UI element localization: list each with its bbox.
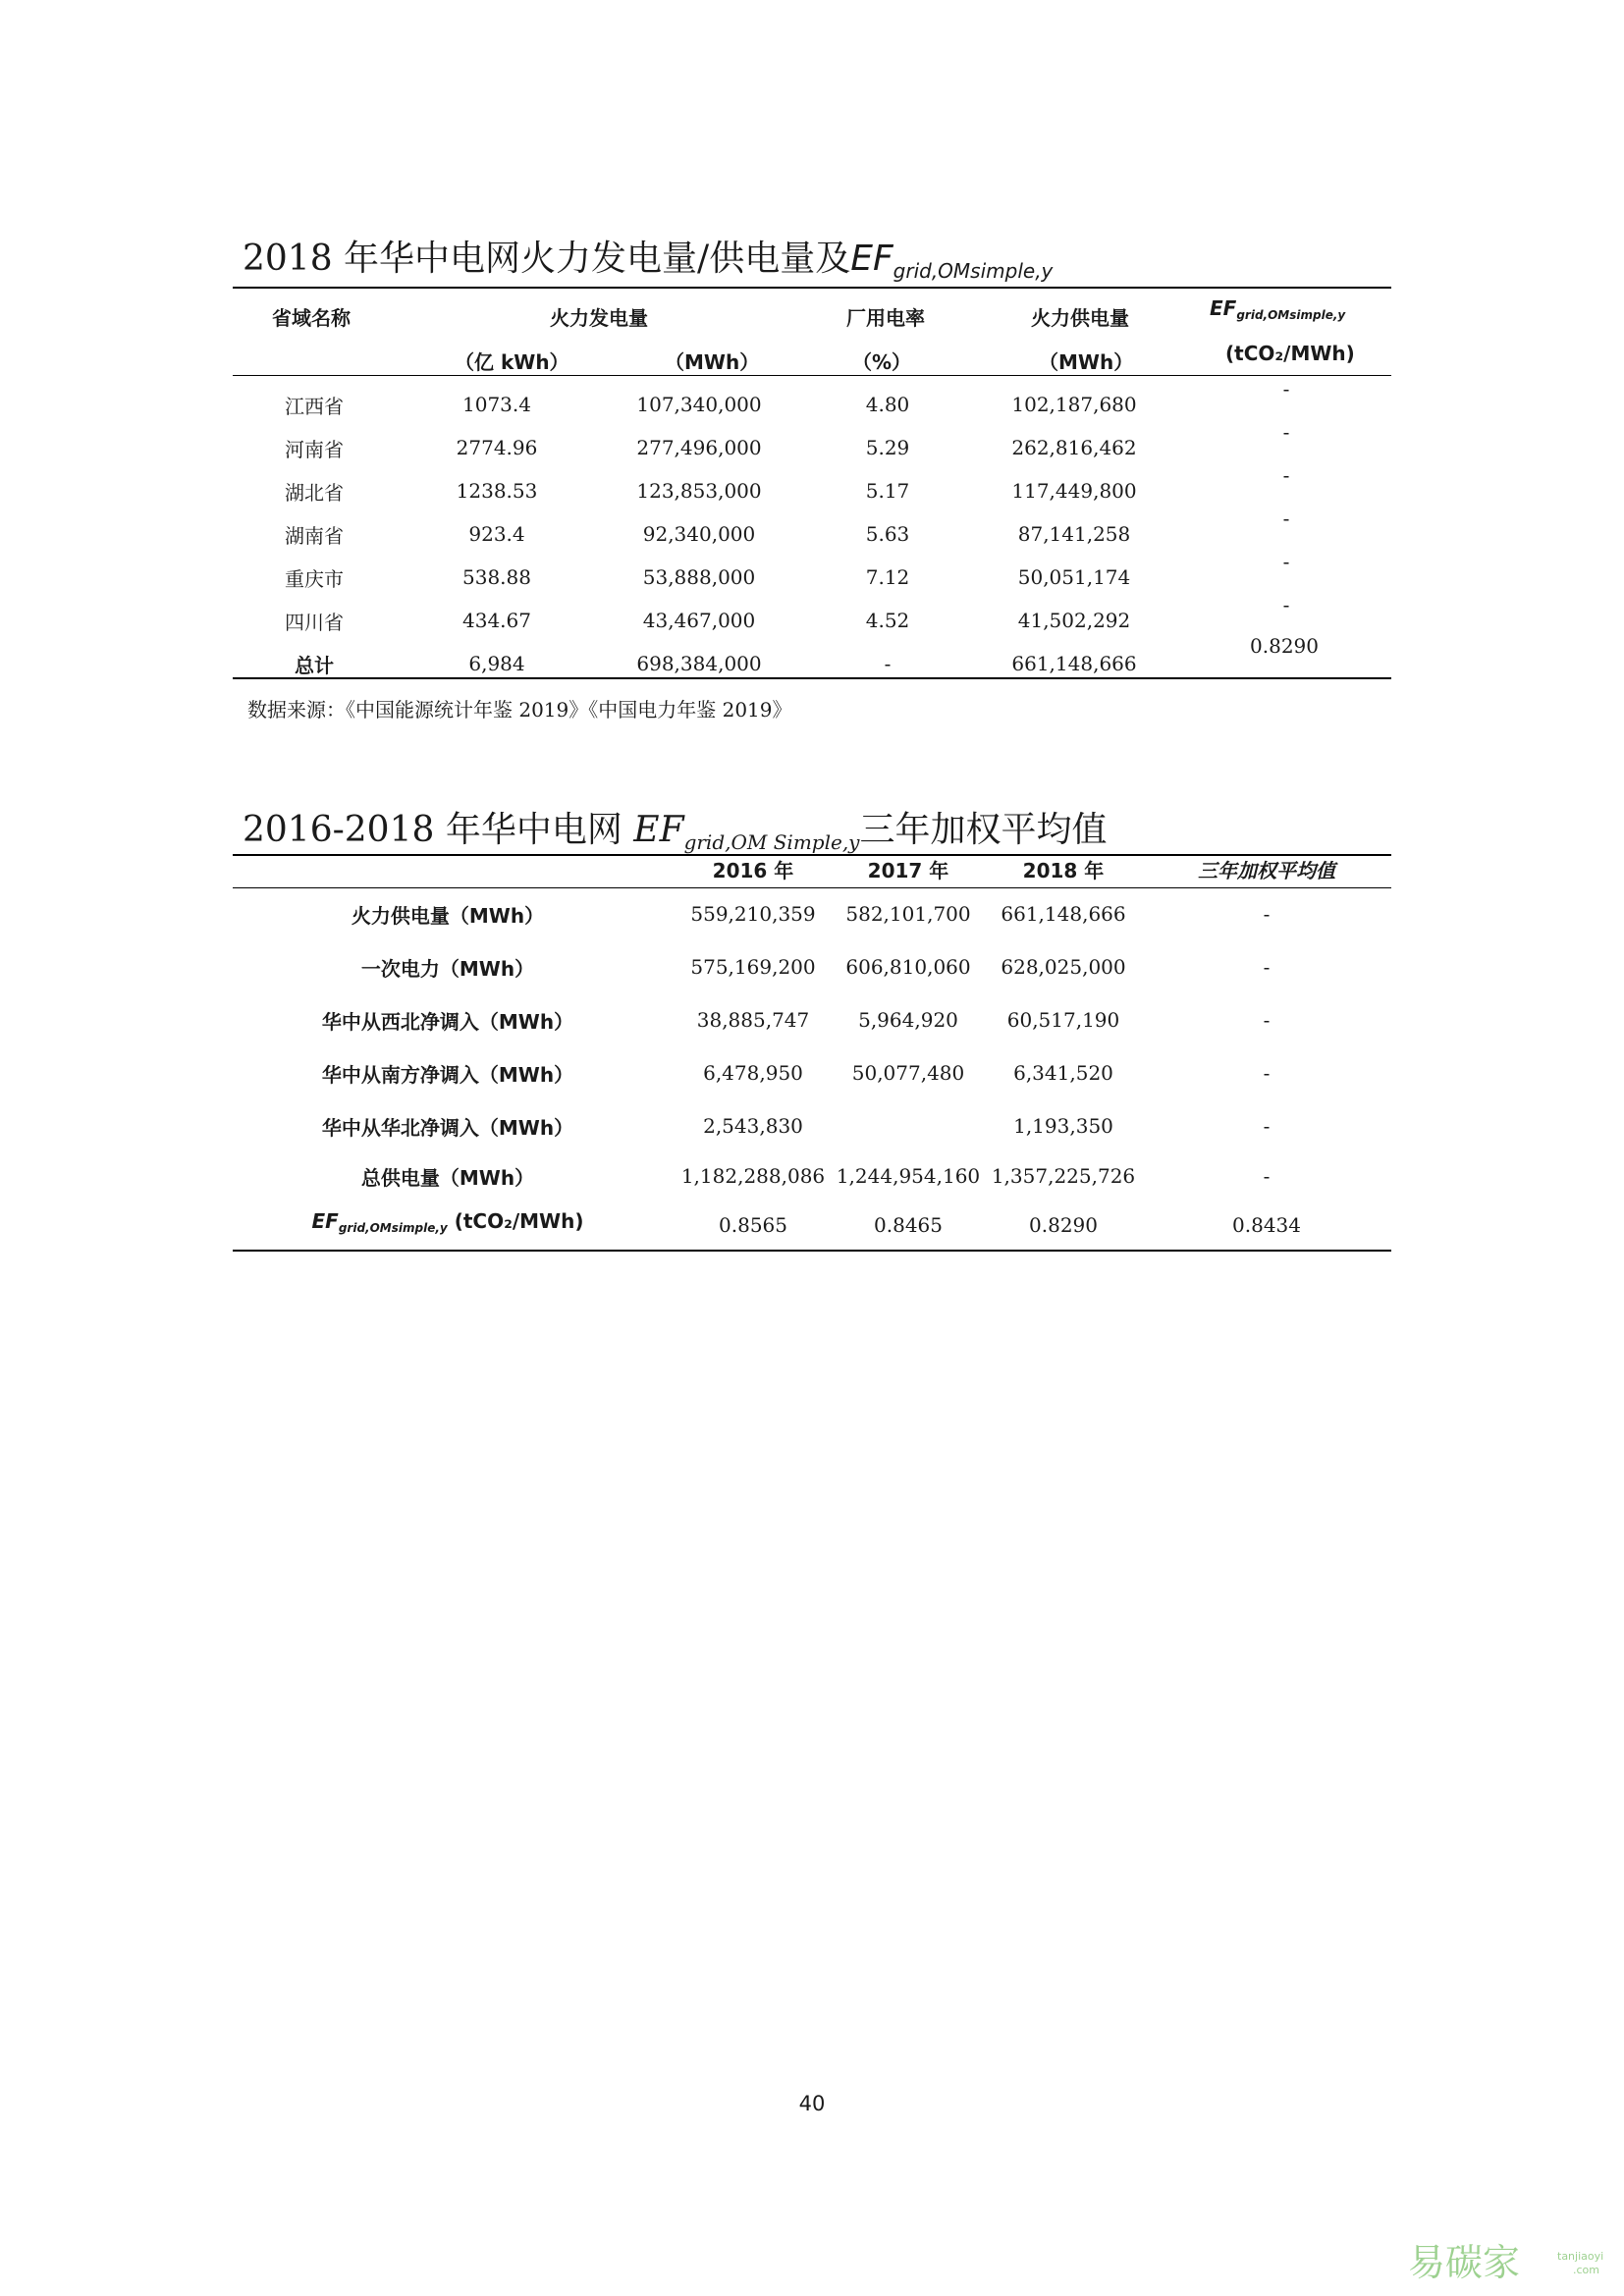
ef-2016: 0.8565: [719, 1213, 787, 1237]
header-three-year-avg: 三年加权平均值: [1198, 859, 1335, 882]
own-use-rate: 4.80: [865, 393, 910, 416]
header-2017: 2017 年: [867, 859, 949, 882]
header-2018: 2018 年: [1022, 859, 1105, 882]
thermal-supply: 262,816,462: [1011, 436, 1137, 459]
gen-mwh: 92,340,000: [642, 522, 756, 546]
province-name: 河南省: [285, 438, 344, 461]
value-2017: 50,077,480: [851, 1061, 965, 1085]
own-use-rate: 5.29: [865, 436, 910, 459]
own-use-rate: 7.12: [865, 565, 910, 589]
total-gen-kwh: 6,984: [468, 652, 525, 675]
value-2017: 582,101,700: [845, 902, 971, 926]
gen-kwh: 1073.4: [462, 393, 531, 416]
total-label: 总计: [295, 654, 334, 677]
own-use-rate: 5.63: [865, 522, 910, 546]
ef-row-label: $EF_{grid,OMsimple,y}$ (tCO₂/MWh): [311, 1209, 584, 1235]
table1-title: [243, 236, 1053, 287]
header-own-use-rate: 厂用电率: [846, 306, 925, 330]
value-2018: 1,193,350: [1013, 1114, 1113, 1138]
header-thermal-generation: 火力发电量: [550, 306, 648, 330]
table2-title-prefix: 2016-2018 年华中电网: [243, 810, 634, 850]
unit-gen-kwh: （亿 kWh）: [455, 350, 569, 374]
row-label: 总供电量（MWh）: [360, 1166, 535, 1190]
thermal-supply: 117,449,800: [1011, 479, 1137, 503]
thermal-supply: 102,187,680: [1011, 393, 1137, 416]
province-name: 湖北省: [285, 481, 344, 505]
value-2016: 6,478,950: [703, 1061, 803, 1085]
province-name: 重庆市: [285, 567, 344, 591]
value-2016: 575,169,200: [690, 955, 816, 979]
total-gen-mwh: 698,384,000: [636, 652, 762, 675]
thermal-supply: 87,141,258: [1017, 522, 1131, 546]
row-label: 火力供电量（MWh）: [351, 904, 545, 928]
own-use-rate: 5.17: [865, 479, 910, 503]
brand-watermark-logo: [1404, 2236, 1610, 2285]
unit-gen-mwh: （MWh）: [665, 350, 760, 374]
province-name: 湖南省: [285, 524, 344, 548]
unit-supply-mwh: （MWh）: [1039, 350, 1134, 374]
row-label: 华中从南方净调入（MWh）: [321, 1063, 574, 1087]
thermal-supply: 50,051,174: [1017, 565, 1131, 589]
ef-value: -: [1282, 550, 1290, 573]
table1-title-ef: $EF_{grid,OMsimple,y}$: [850, 239, 1054, 283]
header-2016: 2016 年: [712, 859, 794, 882]
gen-mwh: 107,340,000: [636, 393, 762, 416]
value-2018: 1,357,225,726: [991, 1164, 1136, 1188]
table2-title: [243, 807, 1107, 858]
total-ef: 0.8290: [1250, 634, 1319, 658]
ef-avg: 0.8434: [1232, 1213, 1301, 1237]
watermark-domain-suffix: .com: [1573, 2264, 1599, 2276]
ef-value: -: [1282, 420, 1290, 444]
value-avg: -: [1263, 902, 1271, 926]
value-2016: 2,543,830: [703, 1114, 803, 1138]
gen-mwh: 53,888,000: [642, 565, 756, 589]
unit-rate: （%）: [852, 350, 912, 374]
gen-kwh: 538.88: [462, 565, 531, 589]
table2-bottom-rule: [233, 1250, 1391, 1252]
gen-mwh: 277,496,000: [636, 436, 762, 459]
own-use-rate: 4.52: [865, 609, 910, 632]
total-supply: 661,148,666: [1011, 652, 1137, 675]
row-label: 华中从华北净调入（MWh）: [321, 1116, 574, 1140]
value-avg: -: [1263, 1008, 1271, 1032]
gen-kwh: 923.4: [468, 522, 525, 546]
province-name: 四川省: [285, 611, 344, 634]
gen-mwh: 123,853,000: [636, 479, 762, 503]
value-2016: 38,885,747: [696, 1008, 810, 1032]
gen-kwh: 2774.96: [456, 436, 538, 459]
table2-header-rule: [233, 887, 1391, 888]
source-note: 数据来源：《中国能源统计年鉴 2019》《中国电力年鉴 2019》: [247, 698, 792, 721]
table1-top-rule: [233, 287, 1391, 289]
table1-bottom-rule: [233, 677, 1391, 679]
value-avg: -: [1263, 1061, 1271, 1085]
ef-value: -: [1282, 507, 1290, 530]
page-number: 40: [798, 2092, 826, 2115]
unit-ef: (tCO₂/MWh): [1225, 342, 1355, 365]
value-avg: -: [1263, 1164, 1271, 1188]
province-name: 江西省: [285, 395, 344, 418]
header-ef: $EF_{grid,OMsimple,y}$: [1210, 296, 1346, 322]
gen-kwh: 434.67: [462, 609, 531, 632]
total-rate: -: [884, 652, 892, 675]
value-avg: -: [1263, 1114, 1271, 1138]
value-2018: 60,517,190: [1006, 1008, 1120, 1032]
value-2017: 606,810,060: [845, 955, 971, 979]
gen-mwh: 43,467,000: [642, 609, 756, 632]
value-avg: -: [1263, 955, 1271, 979]
value-2018: 6,341,520: [1013, 1061, 1113, 1085]
value-2018: 661,148,666: [1001, 902, 1126, 926]
thermal-supply: 41,502,292: [1017, 609, 1131, 632]
ef-value: -: [1282, 463, 1290, 487]
row-label: 一次电力（MWh）: [360, 957, 535, 981]
value-2018: 628,025,000: [1001, 955, 1126, 979]
ef-value: -: [1282, 593, 1290, 616]
value-2016: 1,182,288,086: [680, 1164, 826, 1188]
table2-title-ef: $EF_{grid,OM Simple,y}$: [633, 810, 860, 854]
gen-kwh: 1238.53: [456, 479, 538, 503]
row-label: 华中从西北净调入（MWh）: [321, 1010, 574, 1034]
table2-title-suffix: 三年加权平均值: [859, 810, 1108, 850]
value-2016: 559,210,359: [690, 902, 816, 926]
value-2017: 1,244,954,160: [836, 1164, 981, 1188]
watermark-brand-text: 易碳家: [1408, 2241, 1521, 2284]
ef-2018: 0.8290: [1029, 1213, 1098, 1237]
watermark-domain-text: tanjiaoyi: [1557, 2250, 1604, 2263]
header-province: 省域名称: [272, 306, 351, 330]
value-2017: 5,964,920: [858, 1008, 958, 1032]
header-thermal-supply: 火力供电量: [1031, 306, 1129, 330]
ef-2017: 0.8465: [874, 1213, 943, 1237]
table1-title-text: 2018 年华中电网火力发电量/供电量及: [243, 239, 851, 279]
ef-value: -: [1282, 377, 1290, 400]
table1-header-rule: [233, 375, 1391, 376]
